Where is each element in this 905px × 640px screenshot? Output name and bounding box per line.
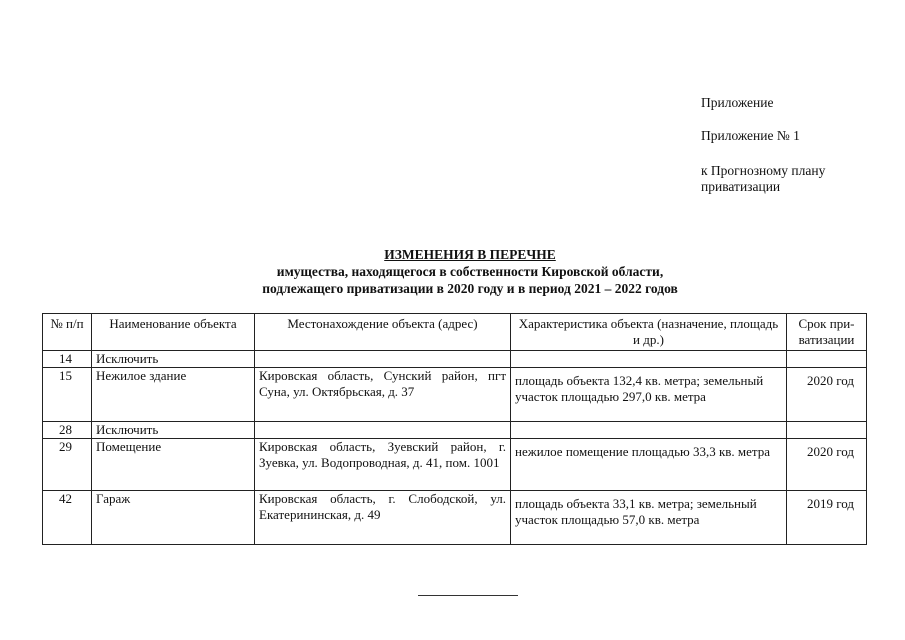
table-header-row [43,314,867,351]
header-address: Местонахождение объекта (адрес) [255,314,511,351]
cell-num: 29 [43,439,92,491]
cell-name: Помещение [92,439,255,491]
title-line-1: ИЗМЕНЕНИЯ В ПЕРЕЧНЕ [384,247,556,262]
table-row [43,368,867,422]
appendix-reference: к Прогнозному плану приватизации [701,163,826,194]
cell-address [255,422,511,439]
cell-characteristics: площадь объекта 33,1 кв. метра; земельный участок площадью 57,0 кв. метра [511,491,787,545]
cell-num: 28 [43,422,92,439]
cell-address [255,351,511,368]
cell-address: Кировская область, Зуевский район, г. Зуевка, ул. Водопроводная, д. 41, пом. 1001 [255,439,511,491]
title-line-3: подлежащего приватизации в 2020 году и в период 2021 – 2022 годов [262,281,678,296]
cell-term: 2020 год [787,368,867,422]
cell-characteristics: площадь объекта 132,4 кв. метра; земельный участок площадью 297,0 кв. метра [511,368,787,422]
cell-num: 15 [43,368,92,422]
cell-characteristics: нежилое помещение площадью 33,3 кв. метра [511,439,787,491]
cell-term: 2020 год [787,439,867,491]
cell-num: 42 [43,491,92,545]
table-row [43,491,867,545]
table-row [43,351,867,368]
appendix-number: Приложение № 1 [701,128,800,143]
cell-term [787,351,867,368]
changes-table [42,313,867,545]
cell-address: Кировская область, Сунский район, пгт Суна, ул. Октябрьская, д. 37 [255,368,511,422]
header-name: Наименование объекта [92,314,255,351]
cell-address: Кировская область, г. Слободской, ул. Екатерининская, д. 49 [255,491,511,545]
title-line-2: имущества, находящегося в собственности Кировской области, [276,264,664,279]
cell-name: Исключить [92,351,255,368]
table-row [43,439,867,491]
cell-characteristics [511,422,787,439]
cell-characteristics [511,351,787,368]
header-characteristics: Характеристика объекта (назначение, площадь и др.) [511,314,787,351]
cell-name: Гараж [92,491,255,545]
cell-num: 14 [43,351,92,368]
appendix-label: Приложение [701,95,774,110]
cell-name: Нежилое здание [92,368,255,422]
document-title [150,246,790,297]
footer-divider [418,595,518,596]
cell-name: Исключить [92,422,255,439]
header-term: Срок при-ватизации [787,314,867,351]
header-num: № п/п [43,314,92,351]
cell-term: 2019 год [787,491,867,545]
cell-term [787,422,867,439]
table-row [43,422,867,439]
